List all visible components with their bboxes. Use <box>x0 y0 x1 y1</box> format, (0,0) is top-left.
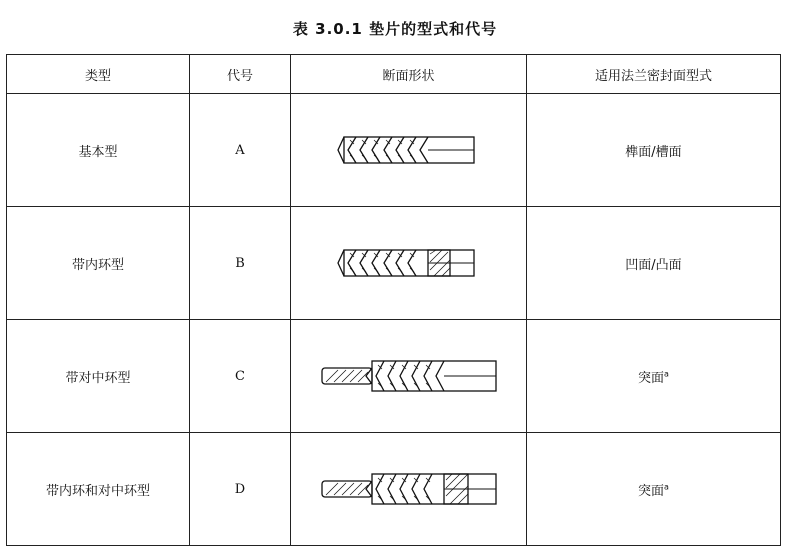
code-cell: C <box>190 320 291 433</box>
flange-face-cell <box>527 207 781 320</box>
flange-face-cell <box>527 433 781 546</box>
gasket-basic-icon <box>324 130 494 170</box>
flange-face-text: 榫面/槽面 <box>625 144 682 160</box>
code-cell: D <box>190 433 291 546</box>
code-cell: B <box>190 207 291 320</box>
footnote-mark: a <box>664 369 669 379</box>
table-row <box>7 433 781 546</box>
type-cell: 带内环和对中环型 <box>7 433 190 546</box>
shape-cell <box>291 433 527 546</box>
type-cell: 带对中环型 <box>7 320 190 433</box>
flange-face-cell <box>527 320 781 433</box>
table-row <box>7 94 781 207</box>
type-cell: 带内环型 <box>7 207 190 320</box>
table-title: 表 3.0.1 垫片的型式和代号 <box>292 20 498 38</box>
gasket-centering-ring-icon <box>314 356 504 396</box>
flange-face-text: 凹面/凸面 <box>625 257 682 273</box>
header-section-shape: 断面形状 <box>291 55 527 94</box>
footnote-mark: a <box>664 482 669 492</box>
type-cell: 基本型 <box>7 94 190 207</box>
header-flange-face: 适用法兰密封面型式 <box>527 55 781 94</box>
shape-cell <box>291 94 527 207</box>
header-code: 代号 <box>190 55 291 94</box>
flange-face-text: 突面 <box>638 370 665 386</box>
flange-face-text: 突面 <box>638 483 665 499</box>
gasket-inner-ring-icon <box>324 243 494 283</box>
shape-cell <box>291 320 527 433</box>
code-cell: A <box>190 94 291 207</box>
header-type: 类型 <box>7 55 190 94</box>
table-row <box>7 320 781 433</box>
gasket-type-table <box>6 54 781 546</box>
gasket-inner-centering-ring-icon <box>314 469 504 509</box>
table-row <box>7 207 781 320</box>
table-header-row <box>7 55 781 94</box>
shape-cell <box>291 207 527 320</box>
flange-face-cell <box>527 94 781 207</box>
